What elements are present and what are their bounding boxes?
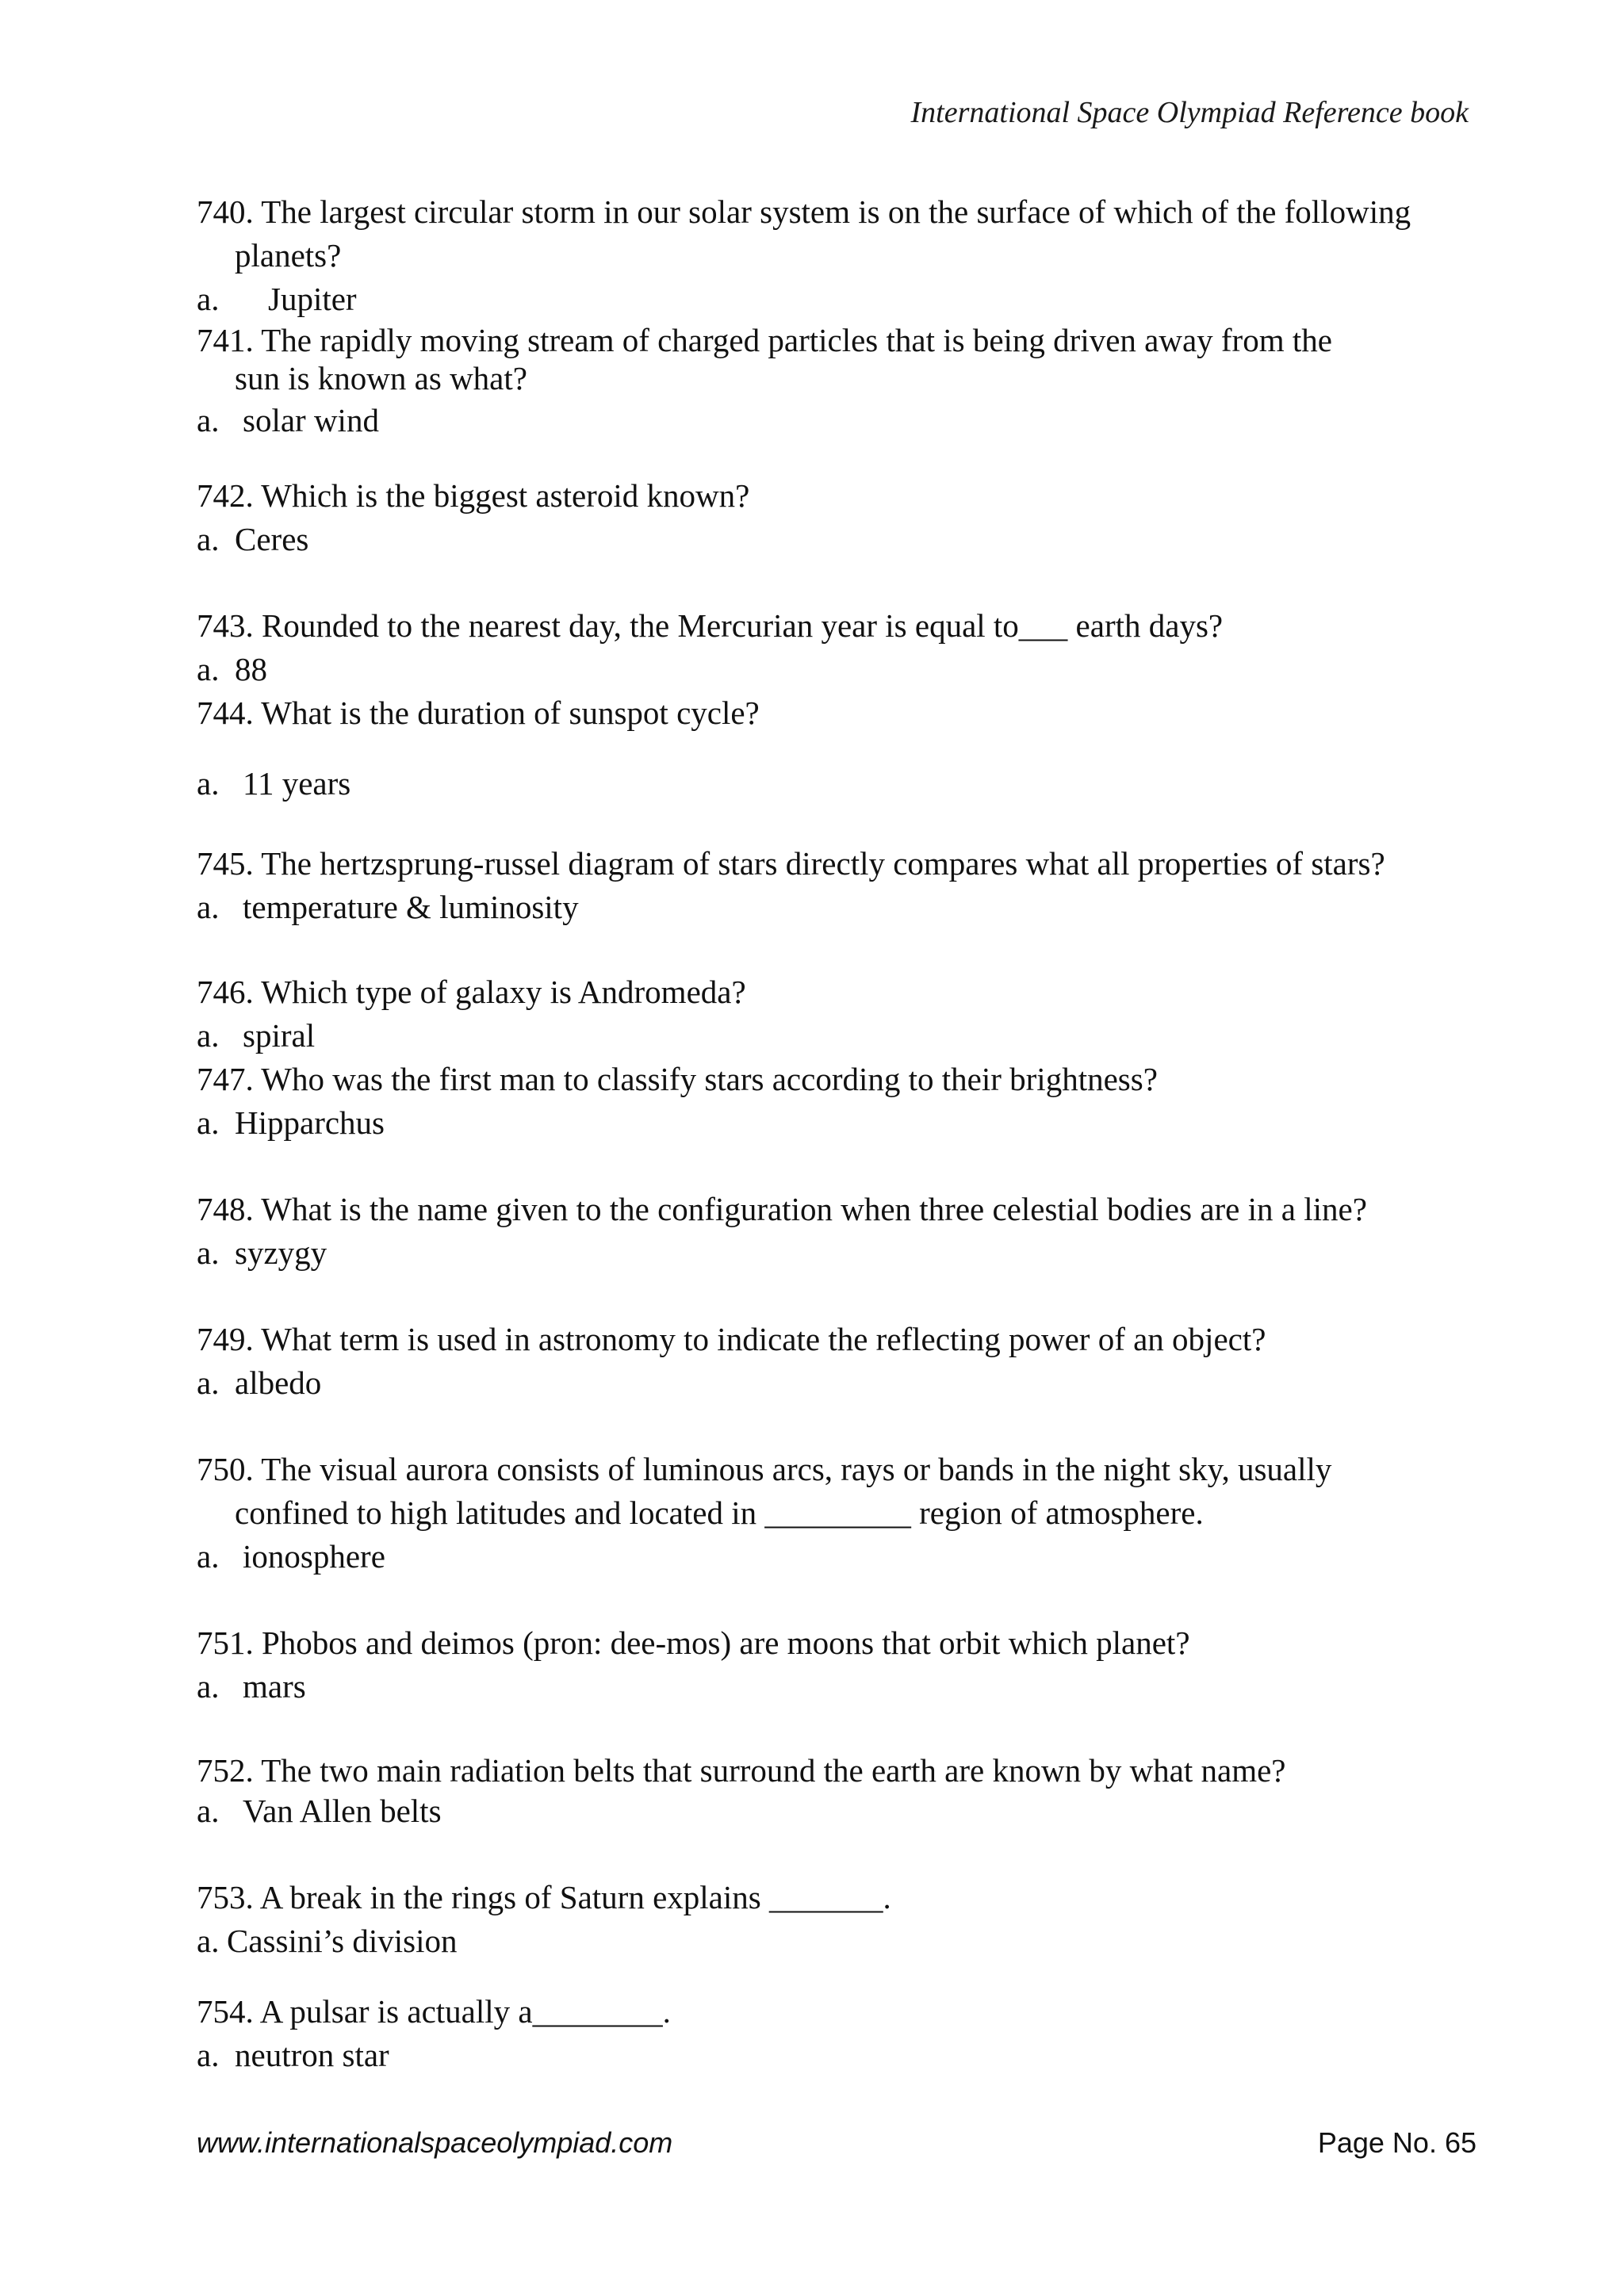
question-list <box>197 190 1461 2077</box>
answer-line: a. temperature & luminosity <box>197 889 579 925</box>
question-text: 746. Which type of galaxy is Andromeda? <box>197 974 746 1010</box>
answer-line: a. Van Allen belts <box>197 1793 442 1829</box>
question-text: 750. The visual aurora consists of luminous arcs, rays or bands in the night sky, usually confined to high latitudes and located in _________ region of atmosphere. <box>197 1451 1332 1531</box>
question-text: 748. What is the name given to the configuration when three celestial bodies are in a line? <box>197 1191 1367 1227</box>
question-text: 749. What term is used in astronomy to indicate the reflecting power of an object? <box>197 1321 1266 1357</box>
answer-line: a. Jupiter <box>197 281 357 317</box>
question-text: 751. Phobos and deimos (pron: dee-mos) are moons that orbit which planet? <box>197 1624 1190 1661</box>
question-item <box>197 842 1461 929</box>
question-text: 745. The hertzsprung-russel diagram of stars directly compares what all properties of stars? <box>197 845 1385 882</box>
answer-line: a. Cassini’s division <box>197 1923 458 1959</box>
question-text: 754. A pulsar is actually a________. <box>197 1993 671 2030</box>
question-item <box>197 970 1461 1058</box>
question-text: 744. What is the duration of sunspot cycle? <box>197 695 760 731</box>
question-text: 752. The two main radiation belts that surround the earth are known by what name? <box>197 1752 1286 1789</box>
answer-line: a. 11 years <box>197 765 351 802</box>
question-item <box>197 1058 1461 1145</box>
question-text: 742. Which is the biggest asteroid known? <box>197 477 750 514</box>
question-text: 753. A break in the rings of Saturn explains _______. <box>197 1879 891 1915</box>
answer-line: a. 88 <box>197 651 267 687</box>
question-item <box>197 474 1461 561</box>
question-text: 741. The rapidly moving stream of charged particles that is being driven away from the sun is known as what? <box>197 322 1332 396</box>
question-item <box>197 1448 1461 1578</box>
footer-website-link[interactable]: www.internationalspaceolympiad.com <box>197 2126 673 2159</box>
question-item <box>197 1751 1461 1833</box>
answer-line: a. solar wind <box>197 402 379 438</box>
question-item <box>197 1318 1461 1405</box>
question-item <box>197 190 1461 321</box>
answer-line: a. Ceres <box>197 521 309 557</box>
question-item <box>197 321 1461 442</box>
answer-line: a. ionosphere <box>197 1538 385 1575</box>
question-text: 740. The largest circular storm in our solar system is on the surface of which of the following planets? <box>197 193 1411 274</box>
running-header: International Space Olympiad Reference book <box>910 96 1469 129</box>
answer-line: a. albedo <box>197 1364 322 1401</box>
question-item <box>197 691 1461 806</box>
question-text: 747. Who was the first man to classify stars according to their brightness? <box>197 1061 1158 1097</box>
answer-line: a. Hipparchus <box>197 1104 385 1141</box>
question-item <box>197 604 1461 691</box>
question-text: 743. Rounded to the nearest day, the Mercurian year is equal to___ earth days? <box>197 607 1224 644</box>
answer-line: a. spiral <box>197 1017 316 1054</box>
question-item <box>197 1876 1461 1963</box>
answer-line: a. syzygy <box>197 1234 327 1271</box>
question-item <box>197 1188 1461 1275</box>
question-item <box>197 1990 1461 2077</box>
answer-line: a. neutron star <box>197 2037 389 2073</box>
question-item <box>197 1621 1461 1709</box>
answer-line: a. mars <box>197 1668 306 1705</box>
page-number: Page No. 65 <box>1317 2126 1477 2159</box>
